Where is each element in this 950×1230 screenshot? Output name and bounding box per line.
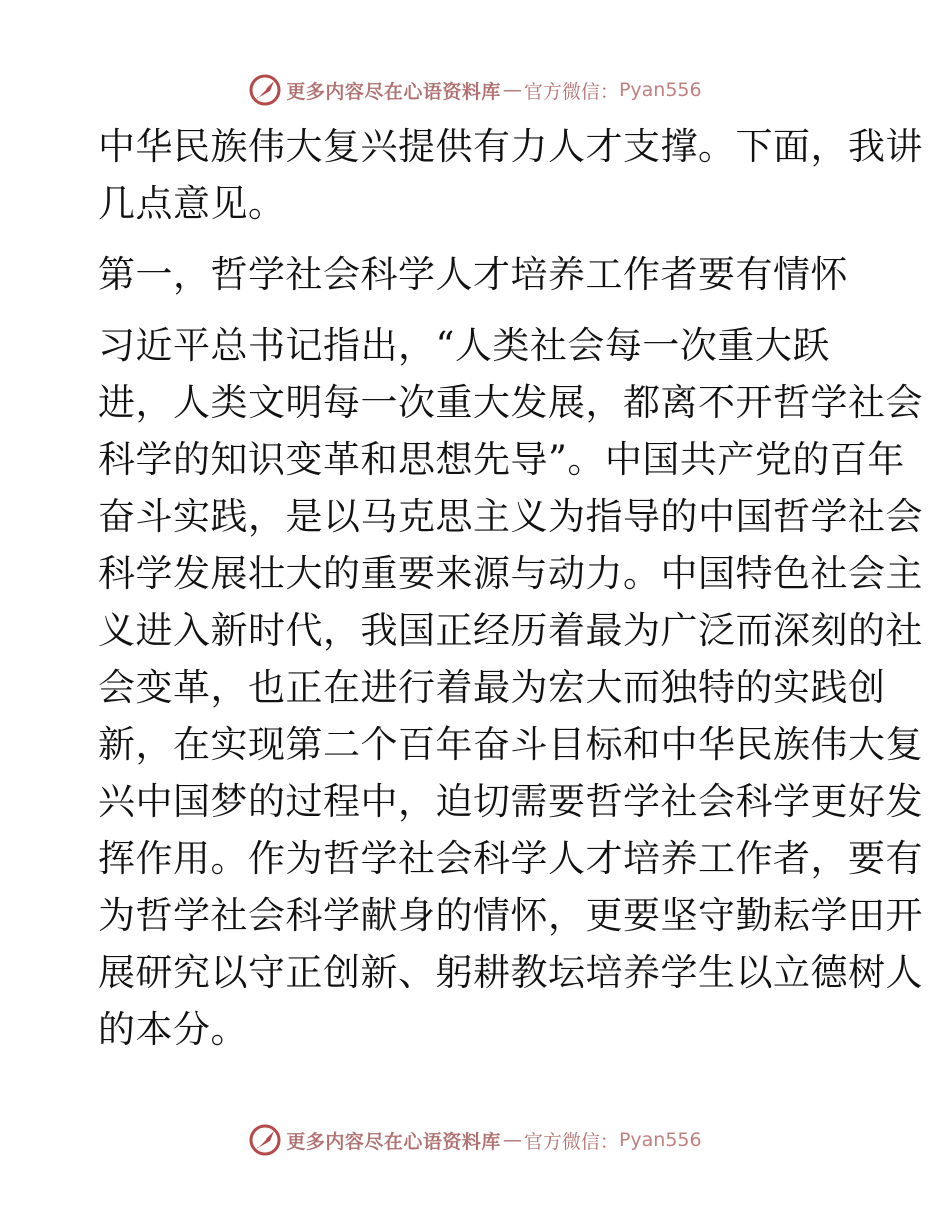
separator: — (502, 79, 522, 101)
para2-line: 挥作用。作为哲学社会科学人才培养工作者，要有 (98, 837, 923, 880)
para2-line: 会变革，也正在进行着最为宏大而独特的实践创 (98, 666, 886, 709)
para2-line: 科学发展壮大的重要来源与动力。中国特色社会主 (98, 552, 923, 595)
wechat-id: Pyan556 (618, 79, 702, 101)
brand-text: 更多内容尽在心语资料库 (286, 1130, 501, 1153)
para2-line: 科学的知识变革和思想先导”。中国共产党的百年 (98, 438, 905, 481)
para1-line: 中华民族伟大复兴提供有力人才支撑。下面，我讲 (98, 125, 923, 168)
para2-line: 奋斗实践，是以马克思主义为指导的中国哲学社会 (98, 495, 923, 538)
wechat-label: 官方微信： (523, 1130, 619, 1153)
para2-line: 展研究以守正创新、躬耕教坛培养学生以立德树人 (98, 951, 923, 994)
wechat-label: 官方微信： (523, 80, 619, 103)
document-body (98, 118, 923, 1058)
header-watermark-banner (0, 70, 950, 110)
quill-circle-icon (248, 1123, 282, 1157)
wechat-id: Pyan556 (618, 1129, 702, 1151)
para2-line: 的本分。 (98, 1008, 248, 1051)
para2-line: 习近平总书记指出，“人类社会每一次重大跃 (98, 324, 830, 367)
para2-line: 新，在实现第二个百年奋斗目标和中华民族伟大复 (98, 723, 923, 766)
separator: — (502, 1129, 522, 1151)
brand-text: 更多内容尽在心语资料库 (286, 80, 501, 103)
para1-line: 几点意见。 (98, 182, 286, 225)
para2-line: 兴中国梦的过程中，迫切需要哲学社会科学更好发 (98, 780, 923, 823)
quill-circle-icon (248, 73, 282, 107)
section-heading: 第一，哲学社会科学人才培养工作者要有情怀 (98, 253, 848, 296)
para2-line: 义进入新时代，我国正经历着最为广泛而深刻的社 (98, 609, 923, 652)
para2-line: 进，人类文明每一次重大发展，都离不开哲学社会 (98, 381, 923, 424)
footer-watermark-banner (0, 1120, 950, 1160)
para2-line: 为哲学社会科学献身的情怀，更要坚守勤耘学田开 (98, 894, 923, 937)
